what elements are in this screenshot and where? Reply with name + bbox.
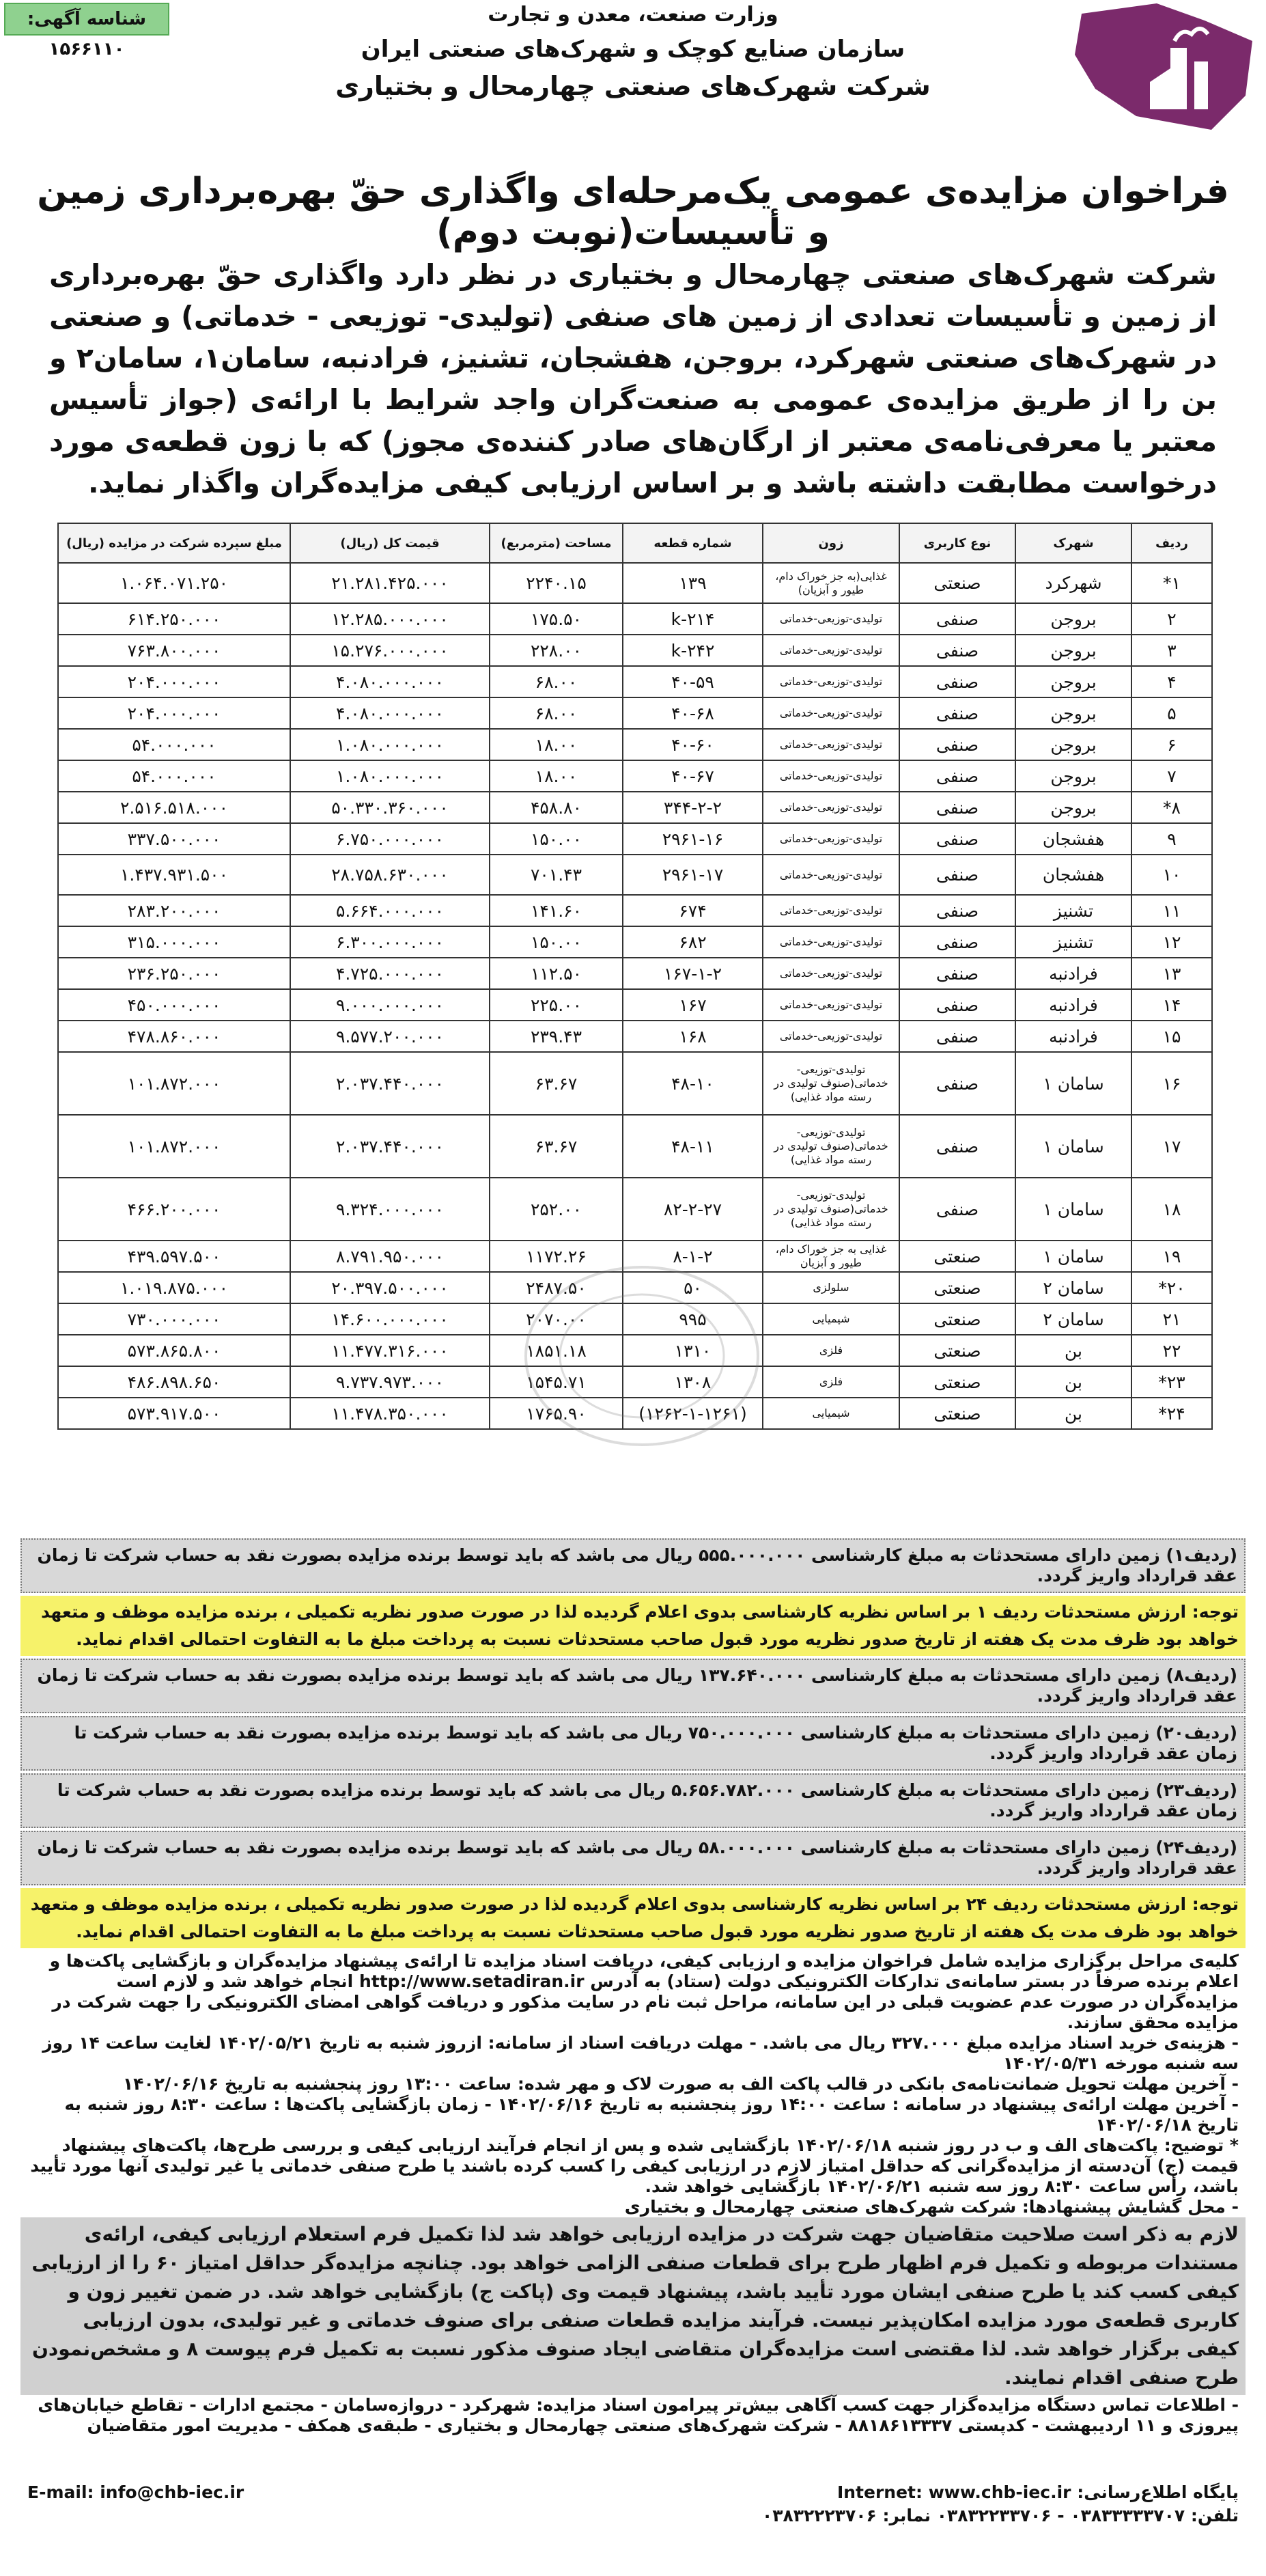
table-row <box>58 823 1212 855</box>
table-row <box>58 926 1212 958</box>
table-cell: تولیدی-توزیعی-خدماتی <box>763 792 899 823</box>
table-cell: سامان ۱ <box>1015 1178 1131 1241</box>
table-cell: ۹.۷۳۷.۹۷۳.۰۰۰ <box>290 1366 490 1398</box>
table-cell: صنفی <box>899 823 1015 855</box>
table-cell: صنعتی <box>899 1272 1015 1303</box>
table-cell: فلزی <box>763 1335 899 1366</box>
table-row <box>58 666 1212 697</box>
table-cell: بروجن <box>1015 760 1131 792</box>
table-cell: شهرکرد <box>1015 563 1131 603</box>
table-cell: ۲۰.۳۹۷.۵۰۰.۰۰۰ <box>290 1272 490 1303</box>
table-cell: ۲۱.۲۸۱.۴۲۵.۰۰۰ <box>290 563 490 603</box>
table-cell: ۵۰ <box>623 1272 763 1303</box>
ministry-name: وزارت صنعت، معدن و تجارت <box>488 3 778 27</box>
table-cell: تولیدی-توزیعی-خدماتی <box>763 760 899 792</box>
column-header: شهرک <box>1015 523 1131 563</box>
table-cell: تولیدی-توزیعی-خدماتی(صنوف تولیدی در رسته مواد غذایی) <box>763 1052 899 1115</box>
table-cell: صنفی <box>899 989 1015 1021</box>
table-cell: سامان ۲ <box>1015 1303 1131 1335</box>
table-cell: ۱۳۰۸ <box>623 1366 763 1398</box>
table-cell: ۲۸۳.۲۰۰.۰۰۰ <box>58 895 290 926</box>
table-cell: ۳۴۴-۲-۲ <box>623 792 763 823</box>
table-row <box>58 792 1212 823</box>
table-cell: فرادنبه <box>1015 958 1131 989</box>
table-cell: k-۲۴۲ <box>623 635 763 666</box>
envelope-opening-explanation: * توضیح: پاکت‌های الف و ب در روز شنبه ۱۴۰۲/۰۶/۱۸ بازگشایی شده و پس از انجام فرآیند ارزیابی کیفی و بررسی طرح‌ها، پاکت‌های پیشنهاد قیمت (ج) آن‌دسته از مزایده‌گرانی که حداقل امتیاز لازم در ارزیابی کیفی را کسب کرده باشند یا طرح صنفی خدماتی یا غیر تولیدی آنها مورد تأیید باشد، رأس ساعت ۸:۳۰ روز سه شنبه ۱۴۰۲/۰۶/۲۱ بازگشایی خواهد شد. <box>30 2135 1239 2196</box>
qualification-note-box: لازم به ذکر است صلاحیت متقاضیان جهت شرکت در مزایده ارزیابی خواهد شد لذا تکمیل فرم استعلام ارزیابی کیفی، ارائه‌ی مستندات مربوطه و تکمیل فرم اظهار طرح برای قطعات صنفی الزامی خواهد بود. چنانچه مزایده‌گر حداقل امتیاز ۶۰ را از ارزیابی کیفی کسب کند یا طرح صنفی ایشان مورد تأیید باشد، پیشنهاد قیمت وی (پاکت ج) بازگشایی خواهد شد. در ضمن تغییر زون و کاربری قطعه‌ی مورد مزایده امکان‌پذیر نیست. فرآیند مزایده قطعات صنفی برای صنوف خدماتی و غیر تولیدی، بدون ارزیابی کیفی برگزار خواهد شد. لذا مقتضی است مزایده‌گران متقاضی ایجاد صنوف مذکور نسبت به تکمیل فرم پیوست ۸ و مشخص‌نمودن طرح صنفی اقدام نمایند. <box>20 2217 1246 2395</box>
table-cell: ۲۲۸.۰۰ <box>490 635 623 666</box>
column-header: قیمت کل (ریال) <box>290 523 490 563</box>
note-row-8: (ردیف۸) زمین دارای مستحدثات به مبلغ کارشناسی ۱۳۷.۶۴۰.۰۰۰ ریال می باشد که باید توسط برنده مزایده بصورت نقد به حساب شرکت تا زمان عقد قرارداد واریز گردد. <box>20 1659 1246 1713</box>
table-cell: ۲۳۹.۴۳ <box>490 1021 623 1052</box>
table-cell: صنفی <box>899 603 1015 635</box>
table-cell: ۱۰۱.۸۷۲.۰۰۰ <box>58 1115 290 1178</box>
table-cell: ۵.۶۶۴.۰۰۰.۰۰۰ <box>290 895 490 926</box>
table-row <box>58 760 1212 792</box>
intro-paragraph: شرکت شهرک‌های صنعتی چهارمحال و بختیاری در نظر دارد واگذاری حقّ بهره‌برداری از زمین و تأسیسات تعدادی از زمین های صنفی (تولیدی- توزیعی - خدماتی) و صنعتی در شهرک‌های صنعتی شهرکرد، بروجن، هفشجان، تشنیز، فرادنبه، سامان۱، سامان۲ و بن را از طریق مزایده‌ی عمومی به صنعت‌گران واجد شرایط با ارائه‌ی (جواز تأسیس معتبر یا معرفی‌نامه‌ی معتبر از ارگان‌های صادر کننده‌ی مجوز) که با زون قطعه‌ی مورد درخواست مطابقت داشته باشد و بر اساس ارزیابی کیفی مزایده‌گران واگذار نماید. <box>49 258 1218 499</box>
table-cell: سامان ۱ <box>1015 1241 1131 1272</box>
table-cell: بن <box>1015 1398 1131 1429</box>
table-cell: ۱۴۱.۶۰ <box>490 895 623 926</box>
table-cell: شیمیایی <box>763 1398 899 1429</box>
table-cell: ۲.۰۳۷.۴۴۰.۰۰۰ <box>290 1115 490 1178</box>
table-cell: ۵۷۳.۸۶۵.۸۰۰ <box>58 1335 290 1366</box>
table-cell: ۲ <box>1131 603 1212 635</box>
table-cell: ۶ <box>1131 729 1212 760</box>
table-cell: صنفی <box>899 895 1015 926</box>
table-cell: سامان ۱ <box>1015 1115 1131 1178</box>
table-cell: ۸.۷۹۱.۹۵۰.۰۰۰ <box>290 1241 490 1272</box>
table-cell: ۱۱.۴۷۸.۳۵۰.۰۰۰ <box>290 1398 490 1429</box>
table-cell: ۵ <box>1131 697 1212 729</box>
table-cell: ۱۵ <box>1131 1021 1212 1052</box>
table-cell: ۱۰ <box>1131 855 1212 895</box>
table-cell: ۱۲ <box>1131 926 1212 958</box>
table-cell: ۶۸.۰۰ <box>490 666 623 697</box>
table-cell: صنعتی <box>899 1398 1015 1429</box>
table-cell: ۱.۰۸۰.۰۰۰.۰۰۰ <box>290 729 490 760</box>
table-cell: ۲۹۶۱-۱۶ <box>623 823 763 855</box>
table-cell: ۲.۰۳۷.۴۴۰.۰۰۰ <box>290 1052 490 1115</box>
table-cell: غذایی(به جز خوراک دام، طیور و آبزیان) <box>763 563 899 603</box>
table-cell: ۴.۷۲۵.۰۰۰.۰۰۰ <box>290 958 490 989</box>
footer <box>20 2481 1246 2527</box>
table-cell: ۱۱۷۲.۲۶ <box>490 1241 623 1272</box>
table-cell: غذایی به جز خوراک دام، طیور و آبزیان <box>763 1241 899 1272</box>
table-cell: صنعتی <box>899 1335 1015 1366</box>
table-cell: ۹.۳۲۴.۰۰۰.۰۰۰ <box>290 1178 490 1241</box>
table-cell: صنفی <box>899 635 1015 666</box>
table-cell: ۶۸.۰۰ <box>490 697 623 729</box>
table-cell: صنفی <box>899 855 1015 895</box>
table-cell: ۲۲ <box>1131 1335 1212 1366</box>
table-cell: ۹ <box>1131 823 1212 855</box>
table-cell: ۱۸.۰۰ <box>490 729 623 760</box>
table-cell: ۱۷۵.۵۰ <box>490 603 623 635</box>
table-cell: ۱.۴۳۷.۹۳۱.۵۰۰ <box>58 855 290 895</box>
contact-info: - اطلاعات تماس دستگاه مزایده‌گزار جهت کسب آگاهی بیش‌تر پیرامون اسناد مزایده: شهرکرد - دروازه‌سامان - مجتمع ادارات - تقاطع خیابان‌های پیروزی و ۱۱ اردیبهشت - کدپستی ۸۸۱۸۶۱۳۳۳۷ - شرکت شهرک‌های صنعتی چهارمحال و بختیاری - طبقه‌ی همکف - مدیریت امور متقاضیان <box>38 2395 1239 2435</box>
table-cell: سلولزی <box>763 1272 899 1303</box>
table-cell: ۴۸-۱۰ <box>623 1052 763 1115</box>
table-cell: ۲۲۴۰.۱۵ <box>490 563 623 603</box>
notice-id-badge: شناسه آگهی: ۱۵۶۶۱۱۰ <box>4 3 169 36</box>
table-cell: ۴.۰۸۰.۰۰۰.۰۰۰ <box>290 666 490 697</box>
table-cell: بروجن <box>1015 603 1131 635</box>
table-cell: فلزی <box>763 1366 899 1398</box>
opening-location: - محل گشایش پیشنهادها: شرکت شهرک‌های صنعتی چهارمحال و بختیاری <box>624 2197 1239 2217</box>
table-cell: صنفی <box>899 1052 1015 1115</box>
table-cell: ۴۰-۶۸ <box>623 697 763 729</box>
table-cell: بن <box>1015 1366 1131 1398</box>
table-header-row <box>58 523 1212 563</box>
table-cell: صنعتی <box>899 563 1015 603</box>
table-cell: سامان ۲ <box>1015 1272 1131 1303</box>
table-cell: ۸* <box>1131 792 1212 823</box>
table-cell: ۱.۰۸۰.۰۰۰.۰۰۰ <box>290 760 490 792</box>
note-row-23: (ردیف۲۳) زمین دارای مستحدثات به مبلغ کارشناسی ۵.۶۵۶.۷۸۲.۰۰۰ ریال می باشد که باید توسط برنده مزایده بصورت نقد به حساب شرکت تا زمان عقد قرارداد واریز گردد. <box>20 1773 1246 1828</box>
table-cell: ۱۱.۴۷۷.۳۱۶.۰۰۰ <box>290 1335 490 1366</box>
table-cell: ۵۴.۰۰۰.۰۰۰ <box>58 729 290 760</box>
table-row <box>58 895 1212 926</box>
table-cell: ۶.۳۰۰.۰۰۰.۰۰۰ <box>290 926 490 958</box>
table-cell: ۳۳۷.۵۰۰.۰۰۰ <box>58 823 290 855</box>
table-cell: تولیدی-توزیعی-خدماتی <box>763 989 899 1021</box>
company-name: شرکت شهرک‌های صنعتی چهارمحال و بختیاری <box>335 71 931 101</box>
table-cell: ۴۵۰.۰۰۰.۰۰۰ <box>58 989 290 1021</box>
table-cell: صنفی <box>899 1021 1015 1052</box>
column-header: مساحت (مترمربع) <box>490 523 623 563</box>
table-cell: فرادنبه <box>1015 1021 1131 1052</box>
table-cell: ۱۹ <box>1131 1241 1212 1272</box>
table-cell: بروجن <box>1015 697 1131 729</box>
industrial-estates-logo-icon <box>1054 0 1259 137</box>
organization-name: سازمان صنایع کوچک و شهرک‌های صنعتی ایران <box>361 36 905 63</box>
watermark-stamp-icon <box>519 1257 765 1455</box>
table-cell: ۲۹۶۱-۱۷ <box>623 855 763 895</box>
table-cell: صنفی <box>899 666 1015 697</box>
table-cell: ۲۳* <box>1131 1366 1212 1398</box>
table-cell: تولیدی-توزیعی-خدماتی <box>763 635 899 666</box>
table-cell: بروجن <box>1015 729 1131 760</box>
table-row <box>58 1052 1212 1115</box>
table-cell: صنعتی <box>899 1241 1015 1272</box>
table-cell: صنفی <box>899 958 1015 989</box>
table-row <box>58 1178 1212 1241</box>
documents-fee-and-deadline: - هزینه‌ی خرید اسناد مزایده مبلغ ۳۲۷.۰۰۰ ریال می باشد. - مهلت دریافت اسناد از سامانه: ازروز شنبه به تاریخ ۱۴۰۲/۰۵/۲۱ لغایت ساعت ۱۴ روز سه شنبه مورخه ۱۴۰۲/۰۵/۳۱ <box>42 2033 1239 2073</box>
table-cell: ۱۶ <box>1131 1052 1212 1115</box>
table-cell: ۱۷۶۵.۹۰ <box>490 1398 623 1429</box>
procedure-notes <box>20 1951 1246 2217</box>
table-cell: صنفی <box>899 1115 1015 1178</box>
table-cell: تولیدی-توزیعی-خدماتی <box>763 823 899 855</box>
table-cell: ۲.۵۱۶.۵۱۸.۰۰۰ <box>58 792 290 823</box>
table-cell: ۹.۰۰۰.۰۰۰.۰۰۰ <box>290 989 490 1021</box>
table-cell: ۸۲-۲-۲۷ <box>623 1178 763 1241</box>
table-cell: ۱۵.۲۷۶.۰۰۰.۰۰۰ <box>290 635 490 666</box>
notice-title: فراخوان مزایده‌ی عمومی یک‌مرحله‌ای واگذاری حقّ بهره‌برداری زمین و تأسیسات(نوبت دوم) <box>37 171 1229 253</box>
table-cell: صنعتی <box>899 1366 1015 1398</box>
table-cell: ۱۸ <box>1131 1178 1212 1241</box>
table-cell: ۷ <box>1131 760 1212 792</box>
table-cell: ۶۳.۶۷ <box>490 1052 623 1115</box>
table-cell: ۶۷۴ <box>623 895 763 926</box>
table-cell: تولیدی-توزیعی-خدماتی <box>763 729 899 760</box>
table-cell: ۱۴ <box>1131 989 1212 1021</box>
table-cell: ۱۶۷ <box>623 989 763 1021</box>
table-cell: بروجن <box>1015 666 1131 697</box>
note-row-1: (ردیف۱) زمین دارای مستحدثات به مبلغ کارشناسی ۵۵۵.۰۰۰.۰۰۰ ریال می باشد که باید توسط برنده مزایده بصورت نقد به حساب شرکت تا زمان عقد قرارداد واریز گردد. <box>20 1538 1246 1593</box>
table-row <box>58 563 1212 603</box>
table-cell: صنفی <box>899 792 1015 823</box>
table-cell: هفشجان <box>1015 823 1131 855</box>
table-cell: تشنیز <box>1015 926 1131 958</box>
table-cell: ۵۴.۰۰۰.۰۰۰ <box>58 760 290 792</box>
table-cell: ۲۴* <box>1131 1398 1212 1429</box>
table-cell: ۱۰۱.۸۷۲.۰۰۰ <box>58 1052 290 1115</box>
table-cell: ۱۸.۰۰ <box>490 760 623 792</box>
table-cell: ۲۰۴.۰۰۰.۰۰۰ <box>58 666 290 697</box>
table-cell: تولیدی-توزیعی-خدماتی(صنوف تولیدی در رسته مواد غذایی) <box>763 1178 899 1241</box>
table-cell: ۲۰* <box>1131 1272 1212 1303</box>
table-cell: ۴۶۶.۲۰۰.۰۰۰ <box>58 1178 290 1241</box>
table-cell: تولیدی-توزیعی-خدماتی <box>763 895 899 926</box>
table-cell: تولیدی-توزیعی-خدماتی <box>763 855 899 895</box>
table-cell: ۱۵۰.۰۰ <box>490 823 623 855</box>
table-cell: ۴۰-۶۰ <box>623 729 763 760</box>
table-cell: ۲۳۶.۲۵۰.۰۰۰ <box>58 958 290 989</box>
table-cell: ۱.۰۱۹.۸۷۵.۰۰۰ <box>58 1272 290 1303</box>
table-cell: ۱۸۵۱.۱۸ <box>490 1335 623 1366</box>
table-cell: ۴۰-۶۷ <box>623 760 763 792</box>
table-cell: ۱.۰۶۴.۰۷۱.۲۵۰ <box>58 563 290 603</box>
table-cell: ۵۷۳.۹۱۷.۵۰۰ <box>58 1398 290 1429</box>
table-row <box>58 855 1212 895</box>
table-cell: ۳۱۵.۰۰۰.۰۰۰ <box>58 926 290 958</box>
table-cell: ۲۵۲.۰۰ <box>490 1178 623 1241</box>
table-cell: ۲۲۵.۰۰ <box>490 989 623 1021</box>
table-cell: ۴.۰۸۰.۰۰۰.۰۰۰ <box>290 697 490 729</box>
table-cell: تولیدی-توزیعی-خدماتی(صنوف تولیدی در رسته مواد غذایی) <box>763 1115 899 1178</box>
table-row <box>58 635 1212 666</box>
table-cell: ۹.۵۷۷.۲۰۰.۰۰۰ <box>290 1021 490 1052</box>
table-cell: صنفی <box>899 1178 1015 1241</box>
table-cell: ۶۳.۶۷ <box>490 1115 623 1178</box>
table-cell: ۱۱ <box>1131 895 1212 926</box>
table-cell: ۳ <box>1131 635 1212 666</box>
table-cell: تولیدی-توزیعی-خدماتی <box>763 697 899 729</box>
table-cell: ۲۰۷۰.۰۰ <box>490 1303 623 1335</box>
email-text: E-mail: info@chb-iec.ir <box>27 2482 244 2502</box>
table-row <box>58 729 1212 760</box>
table-cell: ۱۳۹ <box>623 563 763 603</box>
table-cell: (۱۲۶۲-۱-۱۲۶۱) <box>623 1398 763 1429</box>
table-cell: ۷۳۰.۰۰۰.۰۰۰ <box>58 1303 290 1335</box>
phone-text: تلفن: ۰۳۸۳۳۳۳۳۷۰۷ - ۰۳۸۳۲۲۳۳۷۰۶ نمابر: ۰۳۸۳۲۲۲۳۷۰۶ <box>761 2506 1239 2525</box>
table-cell: ۴ <box>1131 666 1212 697</box>
table-row <box>58 697 1212 729</box>
table-cell: ۴۸۶.۸۹۸.۶۵۰ <box>58 1366 290 1398</box>
table-row <box>58 958 1212 989</box>
table-cell: ۲۸.۷۵۸.۶۳۰.۰۰۰ <box>290 855 490 895</box>
table-cell: ۱* <box>1131 563 1212 603</box>
table-cell: صنعتی <box>899 1303 1015 1335</box>
note-row-20: (ردیف۲۰) زمین دارای مستحدثات به مبلغ کارشناسی ۷۵۰.۰۰۰.۰۰۰ ریال می باشد که باید توسط برنده مزایده بصورت نقد به حساب شرکت تا زمان عقد قرارداد واریز گردد. <box>20 1716 1246 1771</box>
table-cell: تولیدی-توزیعی-خدماتی <box>763 1021 899 1052</box>
table-row <box>58 1115 1212 1178</box>
table-cell: ۴۷۸.۸۶۰.۰۰۰ <box>58 1021 290 1052</box>
table-cell: ۱۳ <box>1131 958 1212 989</box>
table-cell: بروجن <box>1015 792 1131 823</box>
table-cell: ۸-۱-۲ <box>623 1241 763 1272</box>
table-cell: تشنیز <box>1015 895 1131 926</box>
table-cell: ۱۵۰.۰۰ <box>490 926 623 958</box>
guarantee-deadline: - آخرین مهلت تحویل ضمانت‌نامه‌ی بانکی در قالب پاکت الف به صورت لاک و مهر شده: ساعت ۱۳:۰۰ روز پنجشنبه به تاریخ ۱۴۰۲/۰۶/۱۶ <box>122 2074 1239 2094</box>
table-cell: ۱۶۸ <box>623 1021 763 1052</box>
table-cell: تولیدی-توزیعی-خدماتی <box>763 926 899 958</box>
table-cell: تولیدی-توزیعی-خدماتی <box>763 666 899 697</box>
column-header: شماره قطعه <box>623 523 763 563</box>
table-row <box>58 989 1212 1021</box>
notes-section <box>20 1538 1246 2436</box>
table-cell: صنفی <box>899 926 1015 958</box>
table-cell: ۲۱ <box>1131 1303 1212 1335</box>
website-text: پایگاه اطلاع‌رسانی: Internet: www.chb-iec.ir <box>836 2482 1239 2502</box>
table-cell: ۱۵۴۵.۷۱ <box>490 1366 623 1398</box>
table-cell: صنفی <box>899 697 1015 729</box>
table-cell: صنفی <box>899 729 1015 760</box>
table-cell: فرادنبه <box>1015 989 1131 1021</box>
table-cell: صنفی <box>899 760 1015 792</box>
table-cell: هفشجان <box>1015 855 1131 895</box>
table-cell: ۶۱۴.۲۵۰.۰۰۰ <box>58 603 290 635</box>
setad-procedure-text: کلیه‌ی مراحل برگزاری مزایده شامل فراخوان مزایده و ارزیابی کیفی، دریافت اسناد مزایده تا ارائه‌ی پیشنهاد مزایده‌گران و بازگشایی پاکت‌ها و اعلام برنده صرفاً در بستر سامانه‌ی تدارکات الکترونیکی دولت (ستاد) به آدرس http://www.setadiran.ir انجام خواهد شد و لازم است مزایده‌گران در صورت عدم عضویت قبلی در این سامانه، مراحل ثبت نام در سایت مذکور و دریافت گواهی امضای الکترونیکی را جهت شرکت در مزایده محقق سازند. <box>49 1951 1239 2032</box>
table-cell: شیمیایی <box>763 1303 899 1335</box>
table-cell: ۹۹۵ <box>623 1303 763 1335</box>
table-cell: k-۲۱۴ <box>623 603 763 635</box>
table-cell: ۴۰-۵۹ <box>623 666 763 697</box>
table-cell: بن <box>1015 1335 1131 1366</box>
column-header: ردیف <box>1131 523 1212 563</box>
table-cell: ۲۰۴.۰۰۰.۰۰۰ <box>58 697 290 729</box>
bid-deadline-and-opening: - آخرین مهلت ارائه‌ی پیشنهاد در سامانه : ساعت ۱۴:۰۰ روز پنجشنبه به تاریخ ۱۴۰۲/۰۶/۱۶ - زمان بازگشایی پاکت‌ها : ساعت ۸:۳۰ روز شنبه به تاریخ ۱۴۰۲/۰۶/۱۸ <box>64 2094 1239 2135</box>
column-header: مبلغ سپرده شرکت در مزایده (ریال) <box>58 523 290 563</box>
table-cell: ۴۸-۱۱ <box>623 1115 763 1178</box>
table-cell: ۷۰۱.۴۳ <box>490 855 623 895</box>
table-cell: ۶۸۲ <box>623 926 763 958</box>
table-cell: ۱۴.۶۰۰.۰۰۰.۰۰۰ <box>290 1303 490 1335</box>
table-cell: ۱۱۲.۵۰ <box>490 958 623 989</box>
table-cell: ۷۶۳.۸۰۰.۰۰۰ <box>58 635 290 666</box>
table-cell: ۱۳۱۰ <box>623 1335 763 1366</box>
table-row <box>58 603 1212 635</box>
table-cell: تولیدی-توزیعی-خدماتی <box>763 958 899 989</box>
column-header: زون <box>763 523 899 563</box>
table-cell: تولیدی-توزیعی-خدماتی <box>763 603 899 635</box>
attention-note-row-24: توجه: ارزش مستحدثات ردیف ۲۴ بر اساس نظریه کارشناسی بدوی اعلام گردیده لذا در صورت صدور نظریه تکمیلی ، برنده مزایده موظف و متعهد خواهد بود ظرف مدت یک هفته از تاریخ صدور نظریه مورد قبول صاحب مستحدثات نسبت به پرداخت مبلغ ما به التفاوت احتمالی اقدام نماید. <box>20 1888 1246 1948</box>
table-cell: ۱۲.۲۸۵.۰۰۰.۰۰۰ <box>290 603 490 635</box>
table-cell: ۵۰.۳۳۰.۳۶۰.۰۰۰ <box>290 792 490 823</box>
table-cell: ۴۵۸.۸۰ <box>490 792 623 823</box>
table-cell: ۴۳۹.۵۹۷.۵۰۰ <box>58 1241 290 1272</box>
table-row <box>58 1021 1212 1052</box>
table-cell: ۱۷ <box>1131 1115 1212 1178</box>
table-cell: سامان ۱ <box>1015 1052 1131 1115</box>
note-row-24: (ردیف۲۴) زمین دارای مستحدثات به مبلغ کارشناسی ۵۸.۰۰۰.۰۰۰ ریال می باشد که باید توسط برنده مزایده بصورت نقد به حساب شرکت تا زمان عقد قرارداد واریز گردد. <box>20 1831 1246 1885</box>
attention-note-row-1: توجه: ارزش مستحدثات ردیف ۱ بر اساس نظریه کارشناسی بدوی اعلام گردیده لذا در صورت صدور نظریه تکمیلی ، برنده مزایده موظف و متعهد خواهد بود ظرف مدت یک هفته از تاریخ صدور نظریه مورد قبول صاحب مستحدثات نسبت به پرداخت مبلغ ما به التفاوت احتمالی اقدام نماید. <box>20 1596 1246 1656</box>
table-cell: بروجن <box>1015 635 1131 666</box>
table-cell: ۶.۷۵۰.۰۰۰.۰۰۰ <box>290 823 490 855</box>
table-cell: ۲۴۸۷.۵۰ <box>490 1272 623 1303</box>
column-header: نوع کاربری <box>899 523 1015 563</box>
table-cell: ۱۶۷-۱-۲ <box>623 958 763 989</box>
